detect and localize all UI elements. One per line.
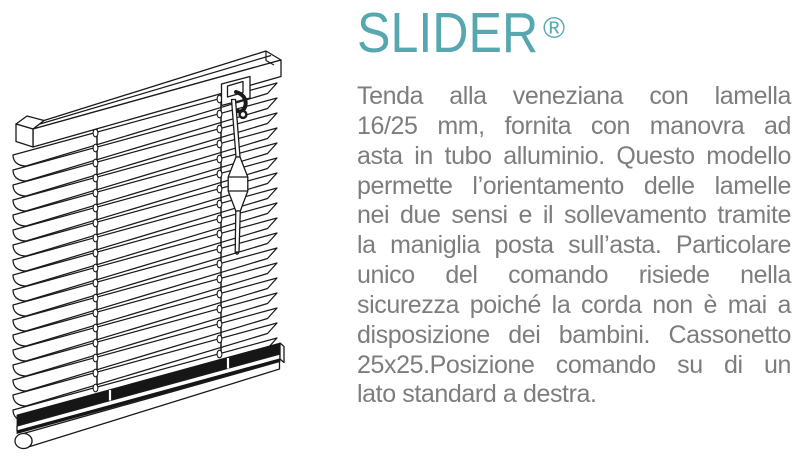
cord-loop <box>93 354 98 362</box>
cord-loop <box>93 219 98 227</box>
description-line: nei due sensi e il sollevamento tramite <box>357 201 791 230</box>
cord-loop <box>217 110 222 118</box>
cord-loop <box>217 230 222 238</box>
product-description <box>357 82 791 410</box>
cord-loop <box>217 290 222 298</box>
cord-loop <box>217 245 222 253</box>
cord-loop <box>217 155 222 163</box>
cord-loop <box>93 159 98 167</box>
description-line: disposizione dei bambini. Cassonetto <box>357 320 791 349</box>
cord-loop <box>93 144 98 152</box>
description-line: asta in tubo alluminio. Questo modello <box>357 141 791 170</box>
cord-loop <box>93 339 98 347</box>
cord-loop <box>93 384 98 392</box>
cord-loop <box>93 324 98 332</box>
cord-loop <box>93 249 98 257</box>
cord-loop <box>93 204 98 212</box>
cord-loop <box>217 260 222 268</box>
cord-loop <box>217 125 222 133</box>
cord-loop <box>93 234 98 242</box>
wand-hook-ring <box>240 111 247 118</box>
cord-loop <box>217 305 222 313</box>
description-line: sicurezza poiché la corda non è mai a <box>357 290 791 319</box>
cord-loop <box>93 369 98 377</box>
product-title <box>357 1 657 77</box>
wand-rod-lower <box>235 211 240 252</box>
description-line: 25x25.Posizione comando su di un <box>357 350 791 379</box>
description-line: lato standard a destra. <box>357 380 597 409</box>
cord-loop <box>93 279 98 287</box>
cord-loop <box>93 174 98 182</box>
cord-loop <box>217 320 222 328</box>
cord-loop <box>217 170 222 178</box>
cord-loop <box>93 264 98 272</box>
cord-loop <box>217 275 222 283</box>
cord-loop <box>217 215 222 223</box>
description-line: la maniglia posta sull’asta. Particolare <box>357 231 791 260</box>
product-illustration <box>0 0 350 467</box>
registered-trademark: ® <box>543 12 566 45</box>
bottom-rail-right-cap <box>280 343 284 363</box>
cord-loop <box>217 335 222 343</box>
cord-loop <box>93 309 98 317</box>
brand-name: SLIDER <box>357 1 539 65</box>
description-line: 16/25 mm, fornita con manovra ad <box>357 111 791 140</box>
cord-loop <box>217 185 222 193</box>
blind-drawing <box>0 0 350 467</box>
bottom-tube-endcap <box>15 434 32 449</box>
description-line: Tenda alla veneziana con lamella <box>357 82 791 110</box>
description-line: permette l’orientamento delle lamelle <box>357 171 791 200</box>
cord-loop <box>217 140 222 148</box>
cord-loop <box>217 200 222 208</box>
cord-loop <box>93 189 98 197</box>
description-line: unico del comando risiede nella <box>357 261 791 290</box>
cord-loop <box>217 350 222 358</box>
cord-loop <box>93 294 98 302</box>
